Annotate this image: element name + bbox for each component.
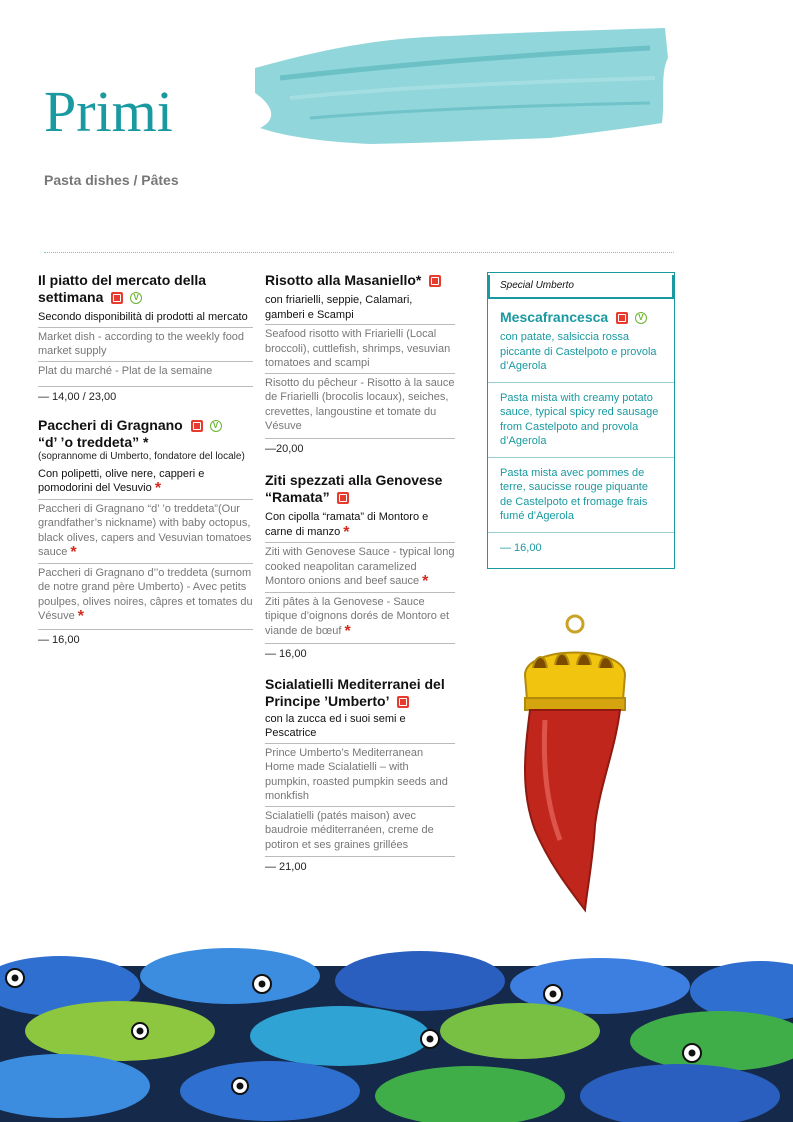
red-square-icon [429, 275, 441, 287]
dish-price: —20,00 [265, 438, 455, 457]
dish-price: — 21,00 [265, 856, 455, 875]
menu-column-1 [38, 272, 253, 649]
dish-translation-en: Seafood risotto with Friarielli (Local broccoli), cuttlefish, shrimps, vesuvian tomatoes and scampi [265, 324, 455, 371]
dish-translation-fr: Plat du marché - Plat de la semaine [38, 361, 253, 383]
special-price: — 16,00 [500, 541, 542, 554]
dish-mercato [38, 272, 253, 405]
dotted-divider [44, 252, 674, 253]
special-translation-fr: Pasta mista avec pommes de terre, saucisse rouge piquante de Castelpoto et fromage frais fumé d’Agerola [500, 466, 648, 522]
dish-risotto [265, 272, 455, 456]
dish-price: — 16,00 [265, 643, 455, 662]
dish-description: con friarielli, seppie, Calamari, gamberi e Scampi [265, 294, 413, 321]
red-square-icon [111, 292, 123, 304]
brush-stroke-decoration [250, 28, 670, 146]
dish-price: — 14,00 / 23,00 [38, 386, 253, 405]
dish-description: Con cipolla “ramata” di Montoro e carne di manzo [265, 511, 429, 538]
special-translation-en: Pasta mista with creamy potato sauce, typical spicy red sausage from Castelpoto and provola d’Agerola [500, 391, 659, 447]
divider [488, 382, 674, 383]
dish-translation-en: Market dish - according to the weekly food market supply [38, 327, 253, 359]
dish-title-line2: “d’ ’o treddeta” * [38, 433, 149, 450]
dish-description: Con polipetti, olive nere, capperi e pomodorini del Vesuvio [38, 467, 205, 494]
menu-column-2 [265, 272, 455, 877]
dish-title: Risotto alla Masaniello* [265, 272, 422, 288]
special-header: Special Umberto [490, 275, 672, 297]
fish-pattern-decoration [0, 936, 793, 1122]
dish-translation-fr: Scialatielli (patés maison) avec baudroie méditerranéen, creme de potiron et ses graines grillées [265, 806, 455, 853]
vegetarian-icon: V [210, 420, 222, 432]
chili-horn-illustration [505, 610, 650, 915]
red-square-icon [191, 420, 203, 432]
dish-translation-fr: Paccheri di Gragnano d’’o treddeta (surnom de notre grand père Umberto) - Avec petits poulpes, olives noires, câpres et tomates du Vésuve [38, 566, 253, 622]
dish-description: Secondo disponibilità di prodotti al mercato [38, 311, 248, 323]
dish-scialatielli [265, 676, 455, 875]
dish-ziti [265, 472, 455, 662]
dish-price: — 16,00 [38, 629, 253, 648]
dish-note: (soprannome di Umberto, fondatore del locale) [38, 450, 245, 462]
dish-paccheri [38, 417, 253, 648]
page-title: Primi [44, 79, 173, 144]
special-box [487, 272, 675, 569]
page-subtitle: Pasta dishes / Pâtes [44, 172, 179, 188]
dish-translation-fr: Ziti pâtes à la Genovese - Sauce tipique d’oignons dorés de Montoro et viande de bœuf [265, 595, 450, 637]
vegetarian-icon: V [130, 292, 142, 304]
dish-title: Scialatielli Mediterranei del Principe ’Umberto’ [265, 675, 445, 709]
asterisk-icon: * [154, 480, 162, 497]
divider [488, 457, 674, 458]
red-square-icon [337, 492, 349, 504]
red-square-icon [616, 312, 628, 324]
dish-title: Ziti spezzati alla Genovese “Ramata” [265, 472, 443, 505]
dish-title: Il piatto del mercato della settimana [38, 272, 207, 305]
dish-translation-fr: Risotto du pêcheur - Risotto à la sauce de Friarielli (brocolis locaux), seiches, crevettes, langoustine et tomate du Vésuve [265, 373, 455, 434]
asterisk-icon: * [344, 622, 351, 640]
dish-description: con la zucca ed i suoi semi e Pescatrice [265, 712, 406, 739]
asterisk-icon: * [422, 573, 429, 590]
divider [488, 532, 674, 533]
dish-translation-en: Paccheri di Gragnano “d’ ’o treddeta”(Our grandfather’s nickname) with baby octopus, black olives, capers and Vesuvian tomatoes sauce [38, 502, 252, 558]
asterisk-icon: * [77, 608, 84, 625]
asterisk-icon: * [70, 544, 77, 561]
red-square-icon [397, 696, 409, 708]
dish-translation-en: Prince Umberto’s Mediterranean Home made Scialatielli – with pumpkin, roasted pumpkin seeds and monkfish [265, 743, 455, 804]
asterisk-icon: * [343, 523, 350, 541]
special-title: Mescafrancesca [500, 309, 609, 325]
dish-title: Paccheri di Gragnano [38, 416, 183, 433]
vegetarian-icon: V [635, 312, 647, 324]
special-description: con patate, salsiccia rossa piccante di Castelpoto e provola d’Agerola [500, 331, 657, 372]
dish-translation-en: Ziti with Genovese Sauce - typical long cooked neapolitan caramelized Montoro onions and beef sauce [265, 546, 455, 587]
